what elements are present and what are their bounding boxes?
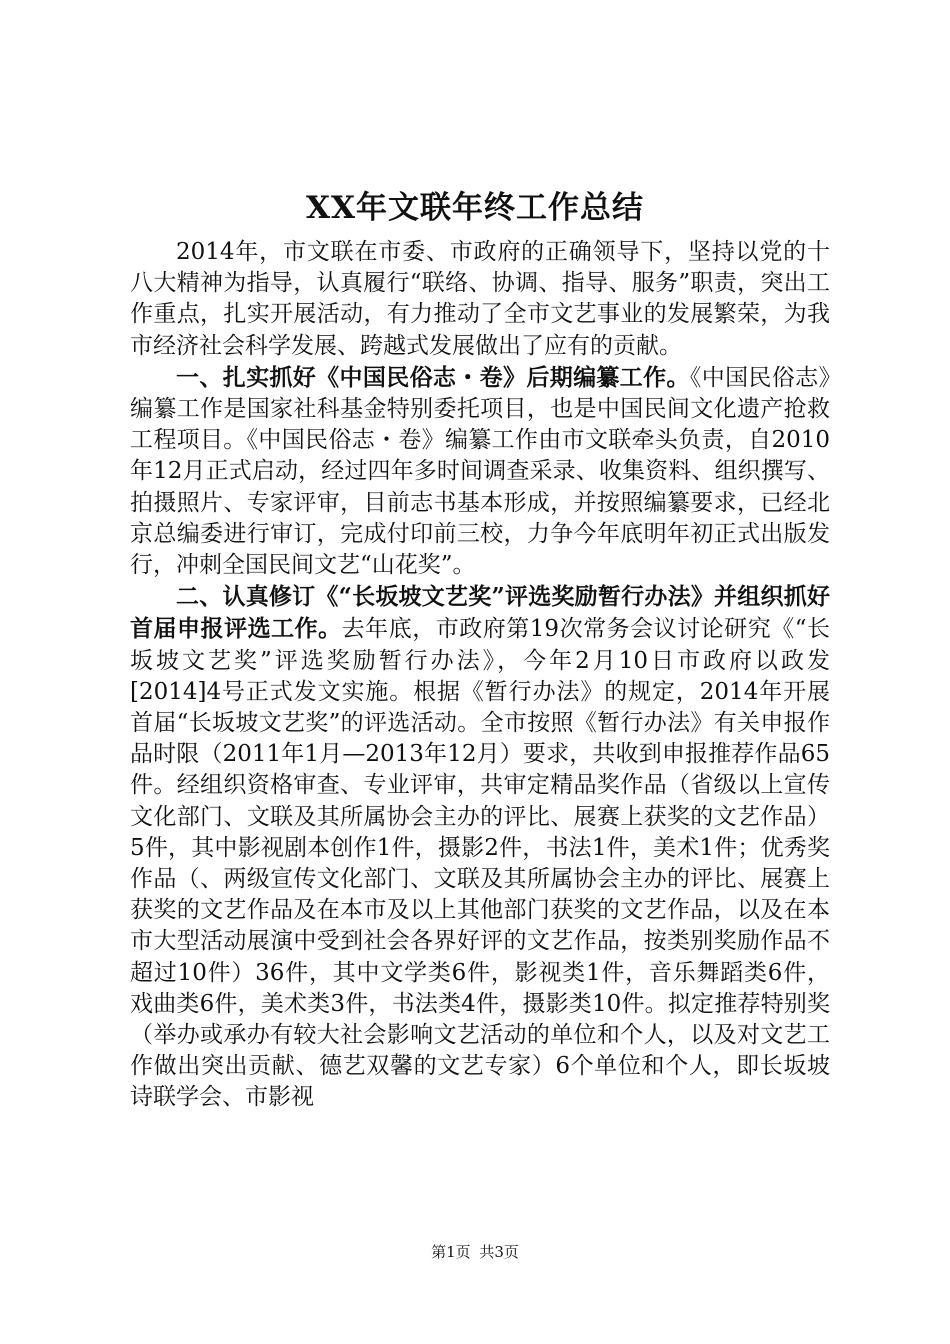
paragraph-lead: 一、扎实抓好《中国民俗志・卷》后期编纂工作。: [176, 363, 690, 391]
paragraph-text: 2014年，市文联在市委、市政府的正确领导下，坚持以党的十八大精神为指导，认真履行“联络、协调、指导、服务”职责，突出工作重点，扎实开展活动，有力推动了全市文艺事业的发展繁荣，为我市经济社会科学发展、跨越式发展做出了应有的贡献。: [130, 239, 830, 359]
page-total: 共3页: [479, 1243, 519, 1261]
page-number: 第1页: [431, 1243, 471, 1261]
paragraph-section-1: [130, 362, 830, 581]
document-title: XX年文联年终工作总结: [305, 190, 645, 226]
document-body: [130, 236, 830, 1114]
paragraph-lead: 二、认真修订《“长坂坡文艺奖”评选奖励暂行办法》并组织抓好首届申报评选工作。: [130, 583, 830, 643]
paragraph-text: 《中国民俗志》编纂工作是国家社科基金特别委托项目，也是中国民间文化遗产抢救工程项目。《中国民俗志・卷》编纂工作由市文联牵头负责，自2010年12月正式启动，经过四年多时间调查采录、收集资料、组织撰写、拍摄照片、专家评审，目前志书基本形成，并按照编纂要求，已经北京总编委进行审订，完成付印前三校，力争今年底明年初正式出版发行，冲刺全国民间文艺“山花奖”。: [130, 364, 831, 579]
paragraph-intro: [130, 236, 830, 362]
paragraph-section-2: [130, 581, 830, 1113]
paragraph-text: 去年底，市政府第19次常务会议讨论研究《“长坂坡文艺奖”评选奖励暂行办法》，今年2月10日市政府以政发[2014]4号正式发文实施。根据《暂行办法》的规定，2014年开展首届“长坂坡文艺奖”的评选活动。全市按照《暂行办法》有关申报作品时限（2011年1月—2013年12月）要求，共收到申报推荐作品65件。经组织资格审查、专业评审，共审定精品奖作品（省级以上宣传文化部门、文联及其所属协会主办的评比、展赛上获奖的文艺作品）5件，其中影视剧本创作1件，摄影2件，书法1件，美术1件；优秀奖作品（、两级宣传文化部门、文联及其所属协会主办的评比、展赛上获奖的文艺作品及在本市及以上其他部门获奖的文艺作品，以及在本市大型活动展演中受到社会各界好评的文艺作品，按类别奖励作品不超过10件）36件，其中文学类6件，影视类1件，音乐舞蹈类6件，戏曲类6件，美术类3件，书法类4件，摄影类10件。拟定推荐特别奖（举办或承办有较大社会影响文艺活动的单位和个人，以及对文艺工作做出突出贡献、德艺双馨的文艺专家）6个单位和个人，即长坂坡诗联学会、市影视: [130, 616, 831, 1111]
page-footer: [0, 1242, 950, 1262]
